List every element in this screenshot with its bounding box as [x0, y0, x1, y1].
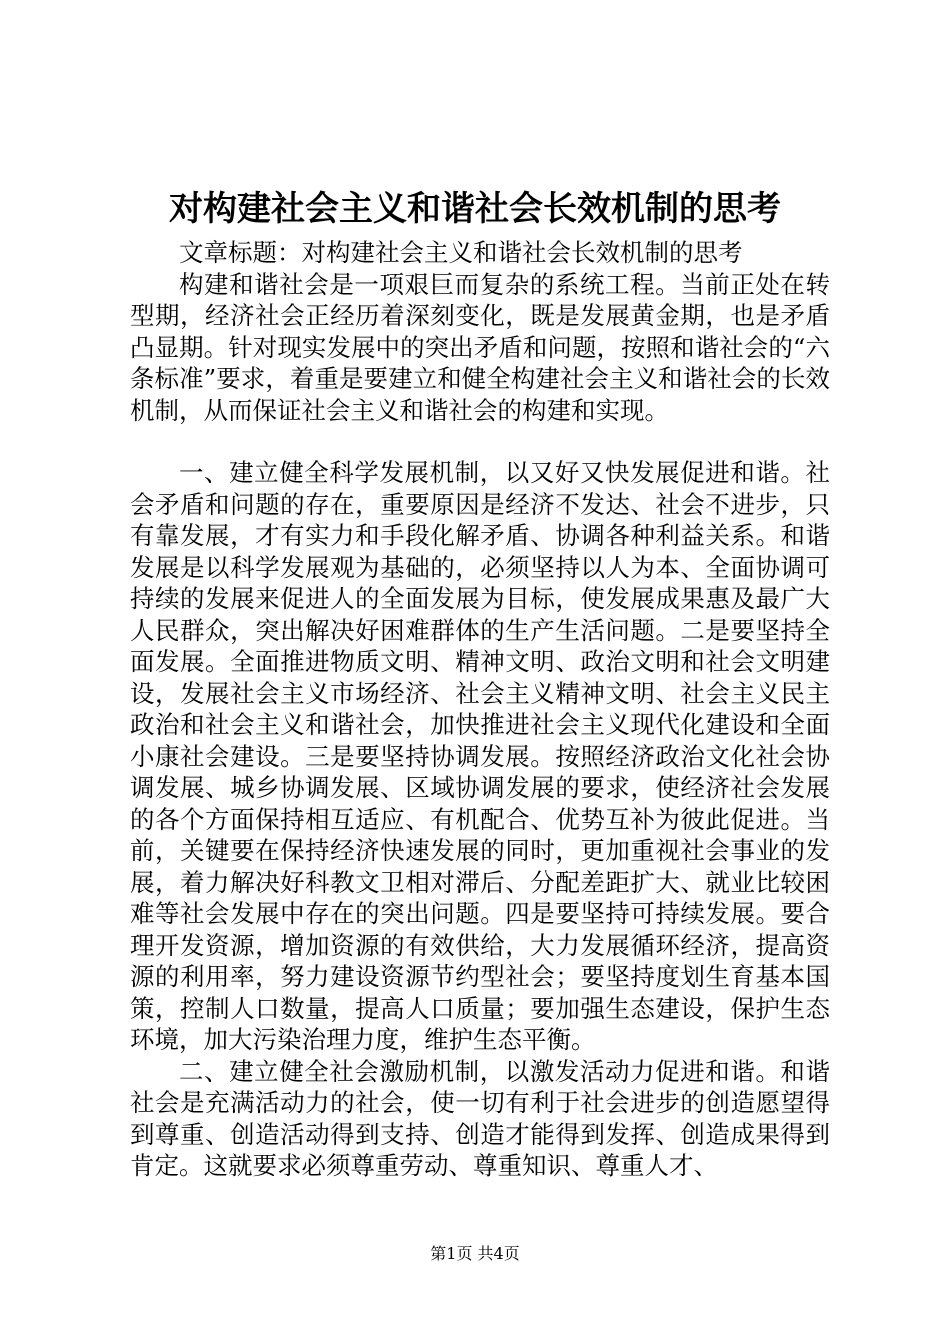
page-number-footer: 第1页 共4页 [430, 1244, 520, 1263]
article-title-line: 文章标题：对构建社会主义和谐社会长效机制的思考 [179, 238, 743, 267]
document-title: 对构建社会主义和谐社会长效机制的思考 [169, 189, 781, 229]
intro-paragraph: 构建和谐社会是一项艰巨而复杂的系统工程。当前正处在转型期，经济社会正经历着深刻变化，既是发展黄金期，也是矛盾凸显期。针对现实发展中的突出矛盾和问题，按照和谐社会的“六条标准”要求，着重是要建立和健全构建社会主义和谐社会的长效机制，从而保证社会主义和谐社会的构建和实现。 [130, 269, 830, 425]
section-one-paragraph: 一、建立健全科学发展机制，以又好又快发展促进和谐。社会矛盾和问题的存在，重要原因是经济不发达、社会不进步，只有靠发展，才有实力和手段化解矛盾、协调各种利益关系。和谐发展是以科学发展观为基础的，必须坚持以人为本、全面协调可持续的发展来促进人的全面发展为目标，使发展成果惠及最广大人民群众，突出解决好困难群体的生产生活问题。二是要坚持全面发展。全面推进物质文明、精神文明、政治文明和社会文明建设，发展社会主义市场经济、社会主义精神文明、社会主义民主政治和社会主义和谐社会，加快推进社会主义现代化建设和全面小康社会建设。三是要坚持协调发展。按照经济政治文化社会协调发展、城乡协调发展、区域协调发展的要求，使经济社会发展的各个方面保持相互适应、有机配合、优势互补为彼此促进。当前，关键要在保持经济快速发展的同时，更加重视社会事业的发展，着力解决好科教文卫相对滞后、分配差距扩大、就业比较困难等社会发展中存在的突出问题。四是要坚持可持续发展。要合理开发资源，增加资源的有效供给，大力发展循环经济，提高资源的利用率，努力建设资源节约型社会；要坚持度划生育基本国策，控制人口数量，提高人口质量；要加强生态建设，保护生态环境，加大污染治理力度，维护生态平衡。 [130, 458, 830, 1054]
document-body [130, 237, 830, 1182]
section-two-paragraph: 二、建立健全社会激励机制，以激发活动力促进和谐。和谐社会是充满活动力的社会，使一切有利于社会进步的创造愿望得到尊重、创造活动得到支持、创造才能得到发挥、创造成果得到肯定。这就要求必须尊重劳动、尊重知识、尊重人才、 [130, 1056, 830, 1180]
